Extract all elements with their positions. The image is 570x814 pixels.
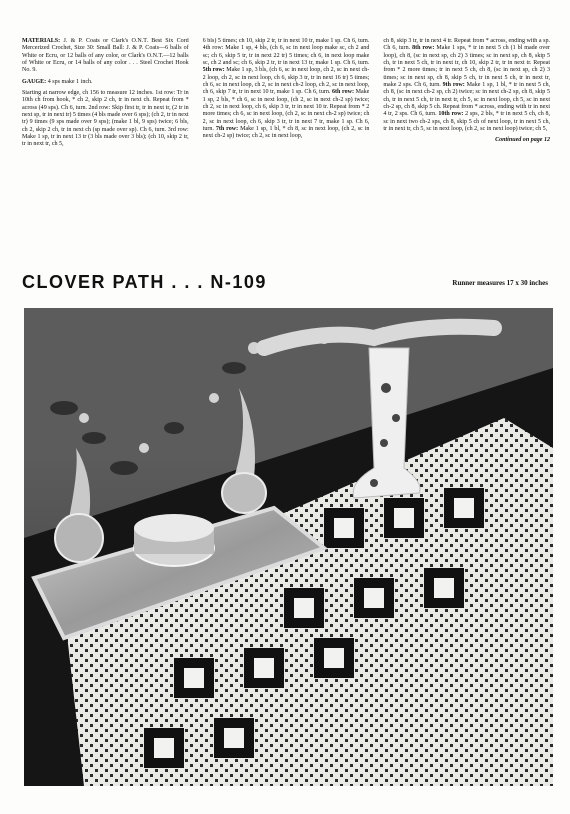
row-label: 9th row: <box>442 82 465 89</box>
materials-heading: MATERIALS: <box>22 38 61 44</box>
materials-paragraph <box>22 38 189 75</box>
instructions-paragraph: Starting at narrow edge, ch 156 to measure 12 inches. 1st row: Tr in 10th ch from hook, * ch 2, skip 2 ch, tr in next ch. Repeat from * across (49 sps). Ch 6, turn. 2nd row: Skip first tr, tr in next tr, (2 tr in next sp, tr in next tr) 5 times (4 bls made over 6 sps); (ch 2, tr in next tr) 9 times (9 sps made over 9 sps); (make 1 bl, 9 sps) twice; 6 bls, ch 2, skip 2 ch, tr in next ch (sp made over sp). Ch 6, turn. 3rd row: Make 1 sp, tr in next 13 tr (3 bls made over 3 bls); (ch 10, skip 2 tr, tr in next tr, ch 5, <box>22 90 189 148</box>
instructions-text: Make 1 sp, 1 bl, * ch 8, sc in next loop, (ch 2, sc in next ch-2 sp) twice; ch 2, sc in next loop, <box>202 126 370 140</box>
row-label: 8th row: <box>412 45 435 52</box>
continued-note <box>383 137 550 144</box>
instructions-text: 6 bls) 5 times; ch 10, skip 2 tr, tr in next 10 tr, make 1 sp. Ch 6, turn. 4th row: Make 1 sp, 4 bls, (ch 6, sc in next loop make sc, ch 2 and sc; ch 6, skip 5 tr, tr in next 22 tr) 5 times; ch 6, in next loop make sc, ch 2 and sc; ch 6, skip 2 tr, tr in next 13 tr, make 1 sp. Ch 6, turn. <box>202 38 370 67</box>
row-label: 10th row: <box>438 111 464 118</box>
crochet-runner-photo-icon <box>24 308 553 786</box>
row-label: 7th row: <box>215 126 239 133</box>
instructions-paragraph <box>383 38 550 133</box>
instructions-text: Make 1 sp, 1 bl, * tr in next 5 ch, ch 8, (sc in next ch-2 sp, ch 2) twice; sc in next ch-2 sp, ch 8, skip 5 ch, tr in next 5 ch, tr in next tr, ch 5, sc in next loop, ch 5, sc in next ch-2 sp, ch 8, skip 5 ch. Repeat from * across, ending with tr in next 4 tr, 2 sps. Ch 6, turn. <box>383 82 551 118</box>
materials-body: J. & P. Coats or Clark's O.N.T. Best Six Cord Mercerized Crochet, Size 30: Small Ball: J. & P. Coats—6 balls of White or Ecru, or 12 balls of any color, or Clark's O.N.T.—12 balls of White or Ecru, or 14 balls of any color . . . Steel Crochet Hook No. 9. <box>22 38 189 74</box>
pattern-header <box>22 272 550 296</box>
continued-link[interactable]: Continued on page 12 <box>495 137 551 144</box>
gauge-body: 4 sps make 1 inch. <box>47 78 93 85</box>
gauge-heading: GAUGE: <box>22 78 47 85</box>
gauge-paragraph <box>22 79 189 86</box>
column-3 <box>383 38 550 258</box>
instructions-text: Make 1 sp, 2 bls, * ch 6, sc in next loop, (ch 2, sc in next ch-2 sp) twice; ch 2, sc in next loop, ch 6, skip 3 tr, tr in next 10 tr. Repeat from * 2 more times; ch 6, sc in next loop, (ch 2, sc in next ch-2 sp) twice; ch 2, sc in next loop, ch 6, skip 3 tr, tr in next 7 tr, make 1 sp. Ch 6, turn. <box>202 89 370 133</box>
column-1 <box>22 38 189 258</box>
row-label: 6th row: <box>332 89 354 96</box>
instructions-text: ch 8, skip 3 tr, tr in next 4 tr. Repeat from * across, ending with a sp. Ch 6, turn. <box>383 38 551 52</box>
size-note: Runner measures 17 x 30 inches <box>452 279 548 287</box>
row-label: 5th row: <box>202 67 225 74</box>
instructions-text: 2 sps, 2 bls, * tr in next 5 ch, ch 8, sc in next two ch-2 sps, ch 8, skip 5 ch of next loop, tr in next 5 ch, tr in next tr, ch 5, sc in next loop, (ch 2, sc in next loop) twice; ch 5, <box>383 111 551 133</box>
pattern-title: CLOVER PATH . . . N-109 <box>22 272 267 292</box>
instructions-paragraph <box>203 38 370 141</box>
instructions-text: Make 1 sp, 3 bls, (ch 6, sc in next loop, ch 2, sc in next ch-2 loop, ch 2, sc in next loop, ch 6, skip 3 tr, tr in next 16 tr) 5 times; ch 6, sc in next loop, ch 2, sc in next ch-2 loop, ch 2, sc in next loop, ch 6, skip 7 tr, tr in next 10 tr, make 1 sp. Ch 6, turn. <box>202 67 370 96</box>
instructions-text: Make 1 sps, * tr in next 5 ch (1 bl made over loop), ch 8, (sc in next sp, ch 2) 3 times; sc in next sp, ch 8, skip 5 ch, tr in next 5 ch, tr in next tr, ch 10, skip 2 tr, tr in next tr. Repeat from * 2 more times; tr in next 5 ch, ch 8, (sc in next sp, ch 2) 3 times; sc in next sp, ch 8, skip 5 ch, tr in next 5 ch, tr in next tr, make 2 sps. Ch 6, turn. <box>383 45 551 89</box>
instruction-columns <box>22 38 550 258</box>
column-2 <box>203 38 370 258</box>
